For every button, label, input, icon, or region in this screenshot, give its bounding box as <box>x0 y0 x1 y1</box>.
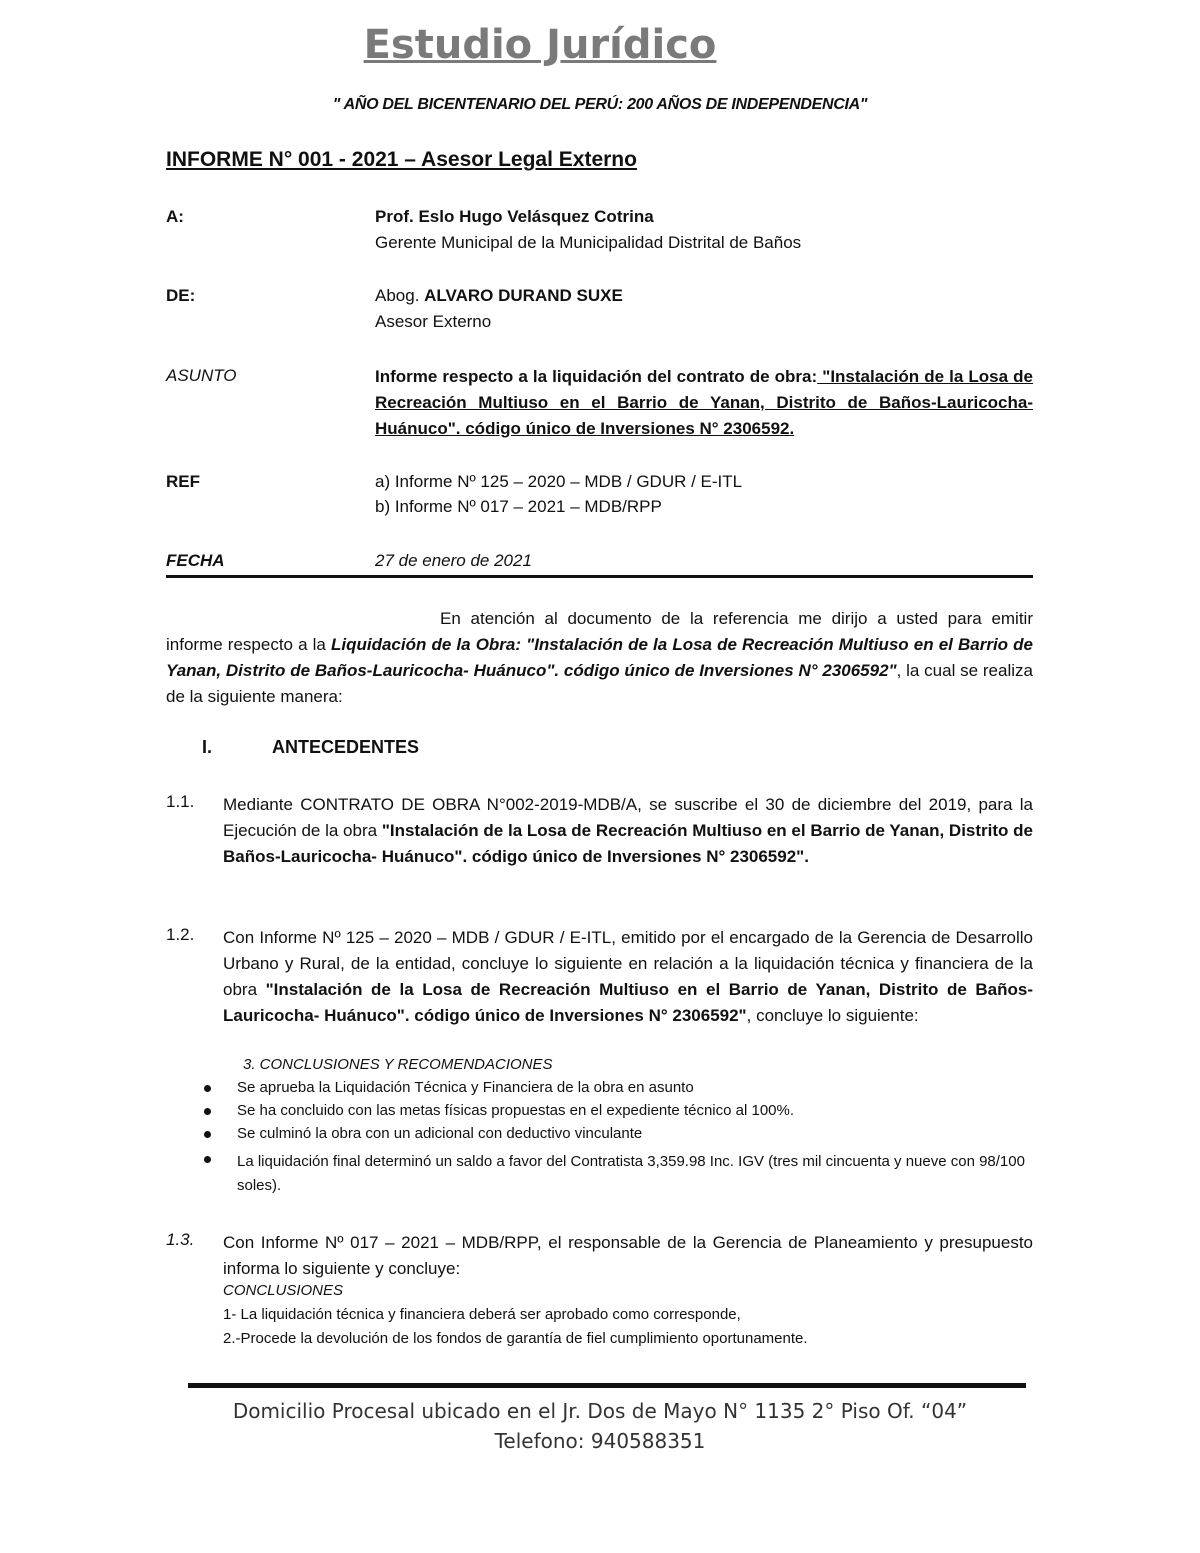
item-number: 1.2. <box>166 925 195 944</box>
from-line <box>375 286 623 306</box>
from-label: DE: <box>166 286 196 305</box>
bullet-item: Se culminó la obra con un adicional con deductivo vinculante <box>237 1125 643 1142</box>
ref-b: b) Informe Nº 017 – 2021 – MDB/RPP <box>375 497 662 516</box>
subject-label: ASUNTO <box>166 366 237 385</box>
bullet-item: La liquidación final determinó un saldo a favor del Contratista 3,359.98 Inc. IGV (tres mil cincuenta y nueve con 98/100 soles). <box>237 1153 1025 1194</box>
from-role: Asesor Externo <box>375 312 492 331</box>
conclusion-line: 1- La liquidación técnica y financiera deberá ser aprobado como corresponde, <box>223 1306 741 1323</box>
header-divider <box>166 575 1033 578</box>
subject-lead: Informe respecto a la liquidación del contrato de obra: <box>375 367 818 386</box>
section-title: ANTECEDENTES <box>272 737 420 757</box>
date-label: FECHA <box>166 551 225 570</box>
item-text <box>223 1230 1033 1282</box>
bullet-item: Se aprueba la Liquidación Técnica y Financiera de la obra en asunto <box>237 1079 694 1096</box>
intro-paragraph <box>166 606 1033 710</box>
intro-part1: En atención al documento de la referencia me dirijo a usted para emitir informe respecto a la <box>166 609 1033 654</box>
bullet-item: Se ha concluido con las metas físicas propuestas en el expediente técnico al 100%. <box>237 1102 795 1119</box>
report-title: INFORME N° 001 - 2021 – Asesor Legal Externo <box>166 148 637 171</box>
bullet-marker <box>204 1156 211 1163</box>
conclusions-heading: CONCLUSIONES <box>223 1282 344 1299</box>
item-number: 1.1. <box>166 792 195 811</box>
item-text-bold: "Instalación de la Losa de Recreación Multiuso en el Barrio de Yanan, Distrito de Baños-Lauricocha- Huánuco". código único de Inversiones N° 2306592" <box>223 821 1033 866</box>
item-number: 1.3. <box>166 1230 195 1249</box>
item-text-end: , concluye lo siguiente: <box>746 1006 919 1025</box>
ref-label: REF <box>166 472 200 491</box>
subject-underlined: "Instalación de la Losa de Recreación Multiuso en el Barrio de Yanan, Distrito de Baños-Lauricocha- Huánuco". código único de Inversiones N° 2306592. <box>375 367 1034 438</box>
item-text-plain: Con Informe Nº 017 – 2021 – MDB/RPP, el responsable de la Gerencia de Planeamiento y presupuesto informa lo siguiente y concluye: <box>223 1233 1033 1278</box>
item-text <box>223 792 1033 870</box>
footer-address: Domicilio Procesal ubicado en el Jr. Dos de Mayo N° 1135 2° Piso Of. “04” <box>232 1399 968 1423</box>
subject-text <box>375 364 1033 442</box>
bullet-marker <box>204 1108 211 1115</box>
to-label: A: <box>166 207 184 226</box>
section-numeral: I. <box>202 737 213 757</box>
ref-a: a) Informe Nº 125 – 2020 – MDB / GDUR / E-ITL <box>375 472 743 491</box>
from-name: ALVARO DURAND SUXE <box>424 286 623 305</box>
bullet-marker <box>204 1085 211 1092</box>
conclusions-heading: 3. CONCLUSIONES Y RECOMENDACIONES <box>243 1056 553 1073</box>
intro-work-name: Liquidación de la Obra: "Instalación de la Losa de Recreación Multiuso en el Barrio de Yanan, Distrito de Baños-Lauricocha- Huánuco". código único de Inversiones N° 2306592" <box>166 635 1034 680</box>
item-text <box>223 925 1033 1029</box>
intro-part2: , la cual se realiza de la siguiente manera: <box>166 661 1033 706</box>
firm-title: Estudio Jurídico <box>363 22 717 68</box>
item-text-plain: Con Informe Nº 125 – 2020 – MDB / GDUR / E-ITL, emitido por el encargado de la Gerencia de Desarrollo Urbano y Rural, de la entidad, concluye lo siguiente en relación a la liquidación técnica y financiera de la obra <box>223 928 1033 999</box>
year-motto: " AÑO DEL BICENTENARIO DEL PERÚ: 200 AÑOS DE INDEPENDENCIA" <box>332 96 868 113</box>
item-text-plain: Mediante CONTRATO DE OBRA N°002-2019-MDB/A, se suscribe el 30 de diciembre del 2019, para la Ejecución de la obra <box>223 795 1033 840</box>
date-value: 27 de enero de 2021 <box>375 551 532 570</box>
bullet-marker <box>204 1131 211 1138</box>
from-prefix: Abog. <box>375 286 425 305</box>
to-role: Gerente Municipal de la Municipalidad Distrital de Baños <box>375 233 802 252</box>
footer-phone: Telefono: 940588351 <box>494 1429 706 1453</box>
item-text-end: . <box>804 847 809 866</box>
item-text-bold: "Instalación de la Losa de Recreación Multiuso en el Barrio de Yanan, Distrito de Baños-Lauricocha- Huánuco". código único de Inversiones N° 2306592" <box>223 980 1033 1025</box>
conclusion-line: 2.-Procede la devolución de los fondos de garantía de fiel cumplimiento oportunamente. <box>223 1330 808 1347</box>
to-name: Prof. Eslo Hugo Velásquez Cotrina <box>375 207 654 226</box>
footer-divider <box>188 1383 1026 1388</box>
